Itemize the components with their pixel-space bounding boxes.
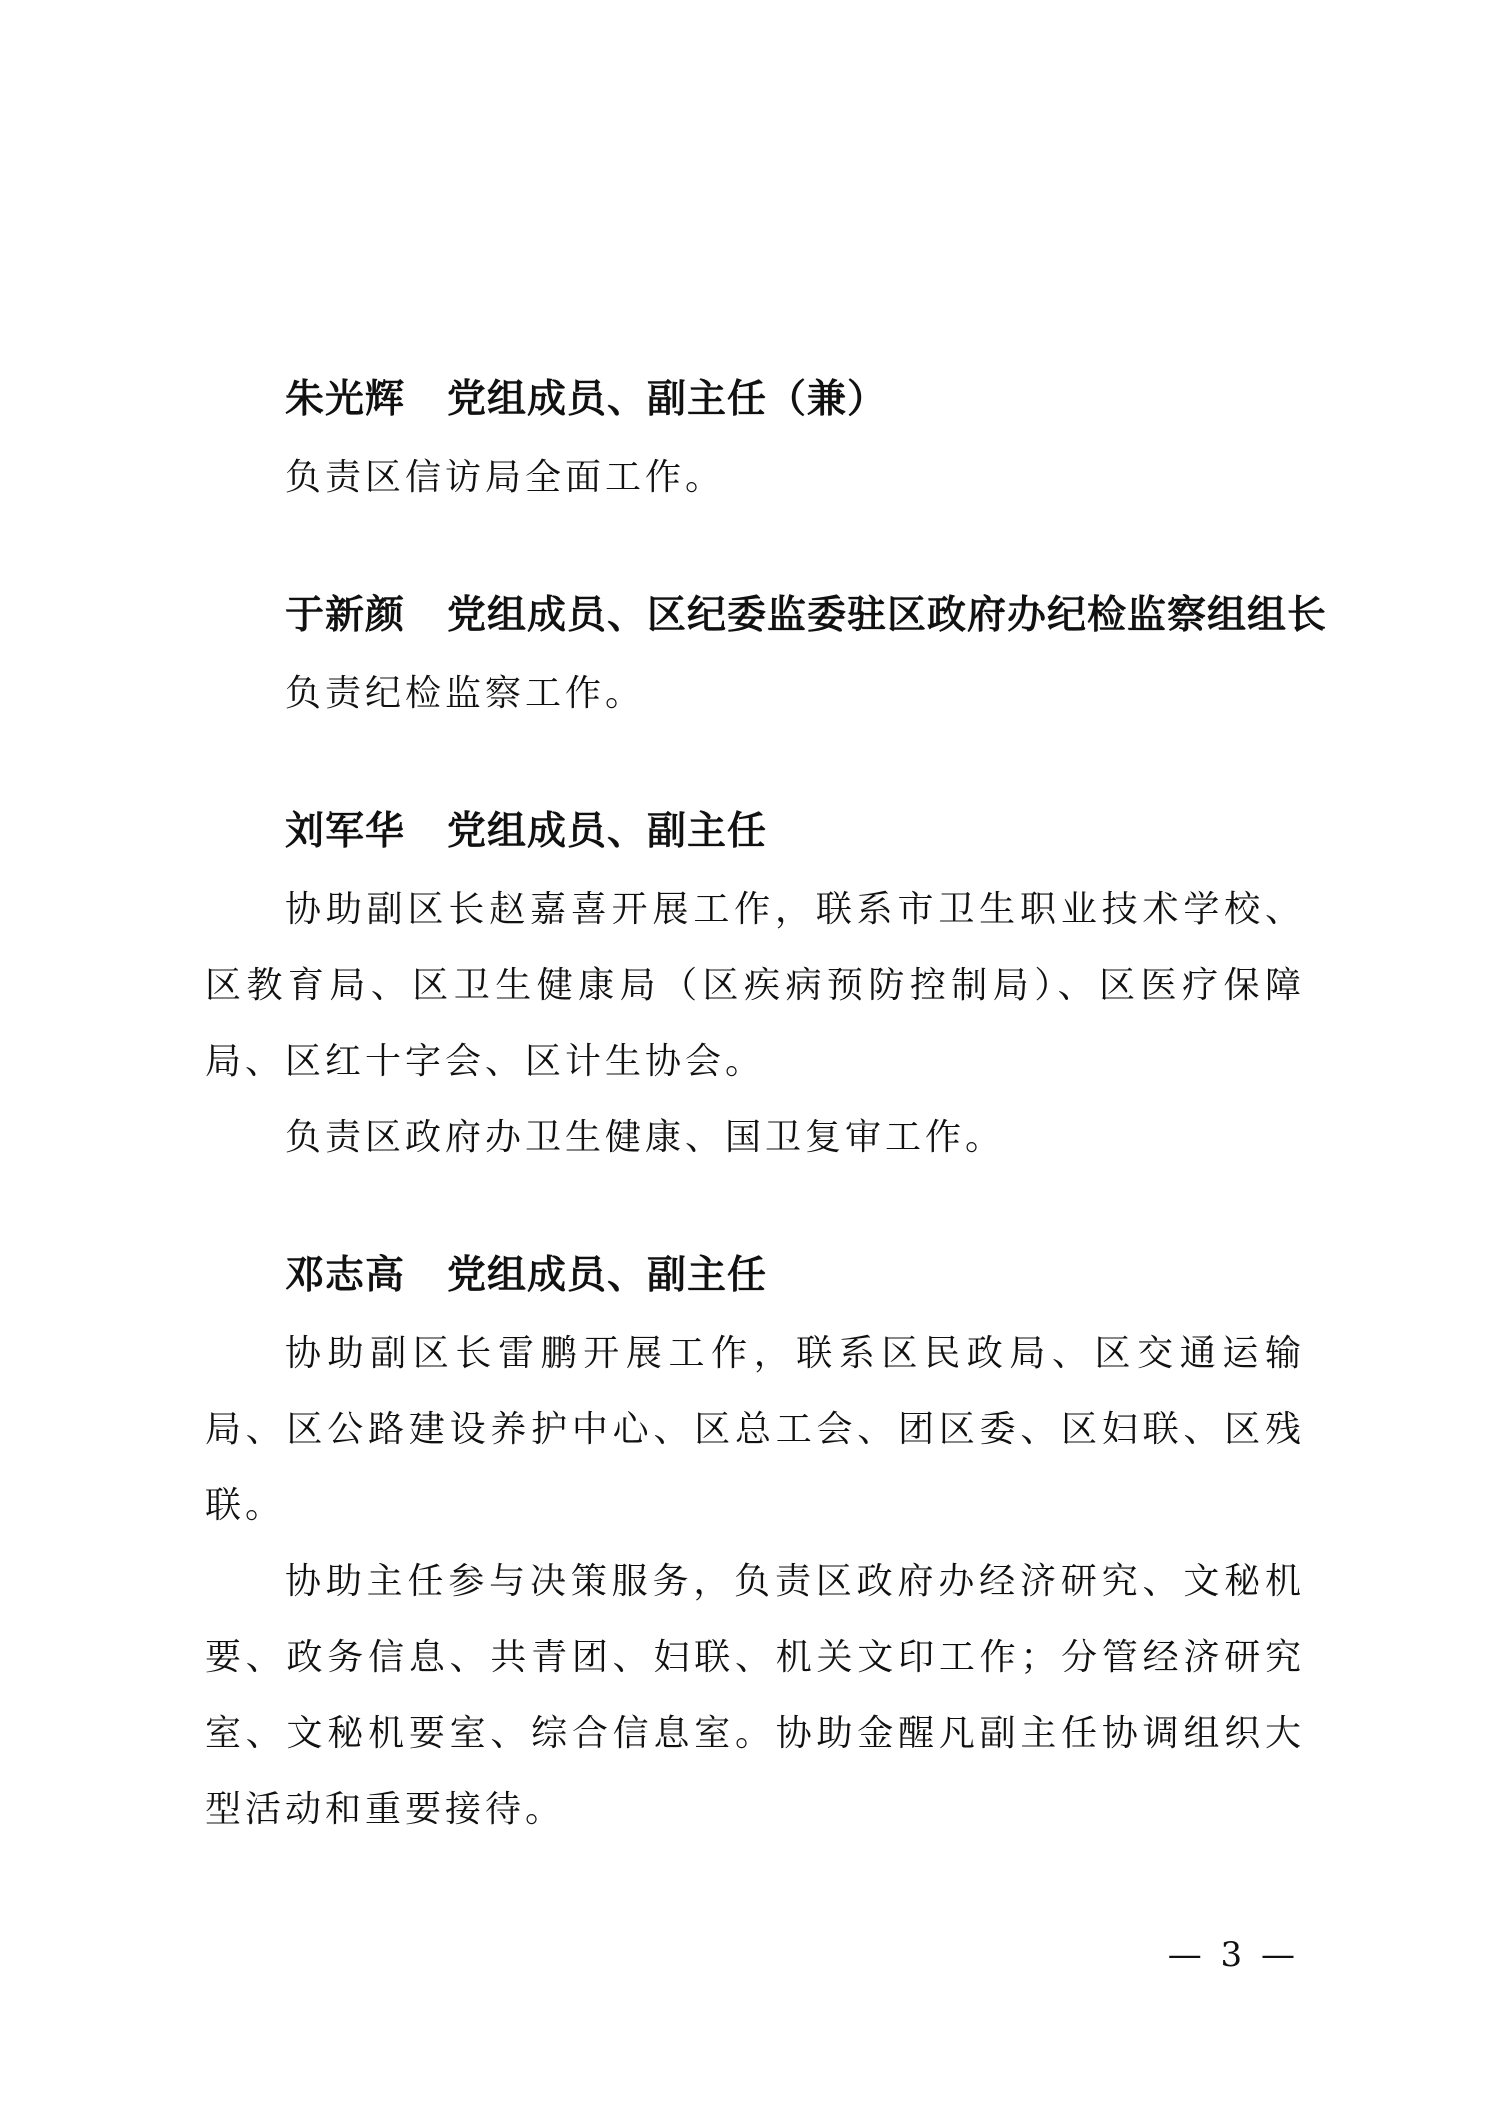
duty-paragraph: 负责区信访局全面工作。 [285,457,726,498]
section-heading [205,1246,1305,1306]
duty-paragraph: 协助副区长赵嘉喜开展工作，联系市卫生职业技术学校、区教育局、区卫生健康局（区疾病预防控制局）、区医疗保障局、区红十字会、区计生协会。 [205,889,1305,1082]
person-title: 党组成员、区纪委监委驻区政府办纪检监察组组长 [447,593,1328,638]
person-name: 刘军华 [285,809,406,854]
section-liu-junhua [205,802,1305,1176]
section-heading [205,586,1328,646]
person-title: 党组成员、副主任 [447,1253,768,1298]
section-heading [205,370,1305,430]
person-name: 朱光辉 [285,377,406,422]
section-deng-zhigao [205,1246,1305,1848]
section-heading [205,802,1305,862]
person-name: 邓志高 [285,1253,406,1298]
person-title: 党组成员、副主任（兼） [447,377,888,422]
person-name: 于新颜 [285,593,406,638]
page-number: — 3 — [1167,1935,1299,1975]
duty-paragraph: 负责区政府办卫生健康、国卫复审工作。 [285,1117,1006,1158]
duty-paragraph: 协助主任参与决策服务，负责区政府办经济研究、文秘机要、政务信息、共青团、妇联、机关文印工作；分管经济研究室、文秘机要室、综合信息室。协助金醒凡副主任协调组织大型活动和重要接待。 [205,1561,1305,1830]
person-title: 党组成员、副主任 [447,809,768,854]
document-body [205,370,1328,1918]
duty-paragraph: 协助副区长雷鹏开展工作，联系区民政局、区交通运输局、区公路建设养护中心、区总工会、团区委、区妇联、区残联。 [205,1333,1305,1526]
section-yu-xinyan [205,586,1328,732]
section-zhu-guanghui [205,370,1305,516]
duty-paragraph: 负责纪检监察工作。 [285,673,646,714]
